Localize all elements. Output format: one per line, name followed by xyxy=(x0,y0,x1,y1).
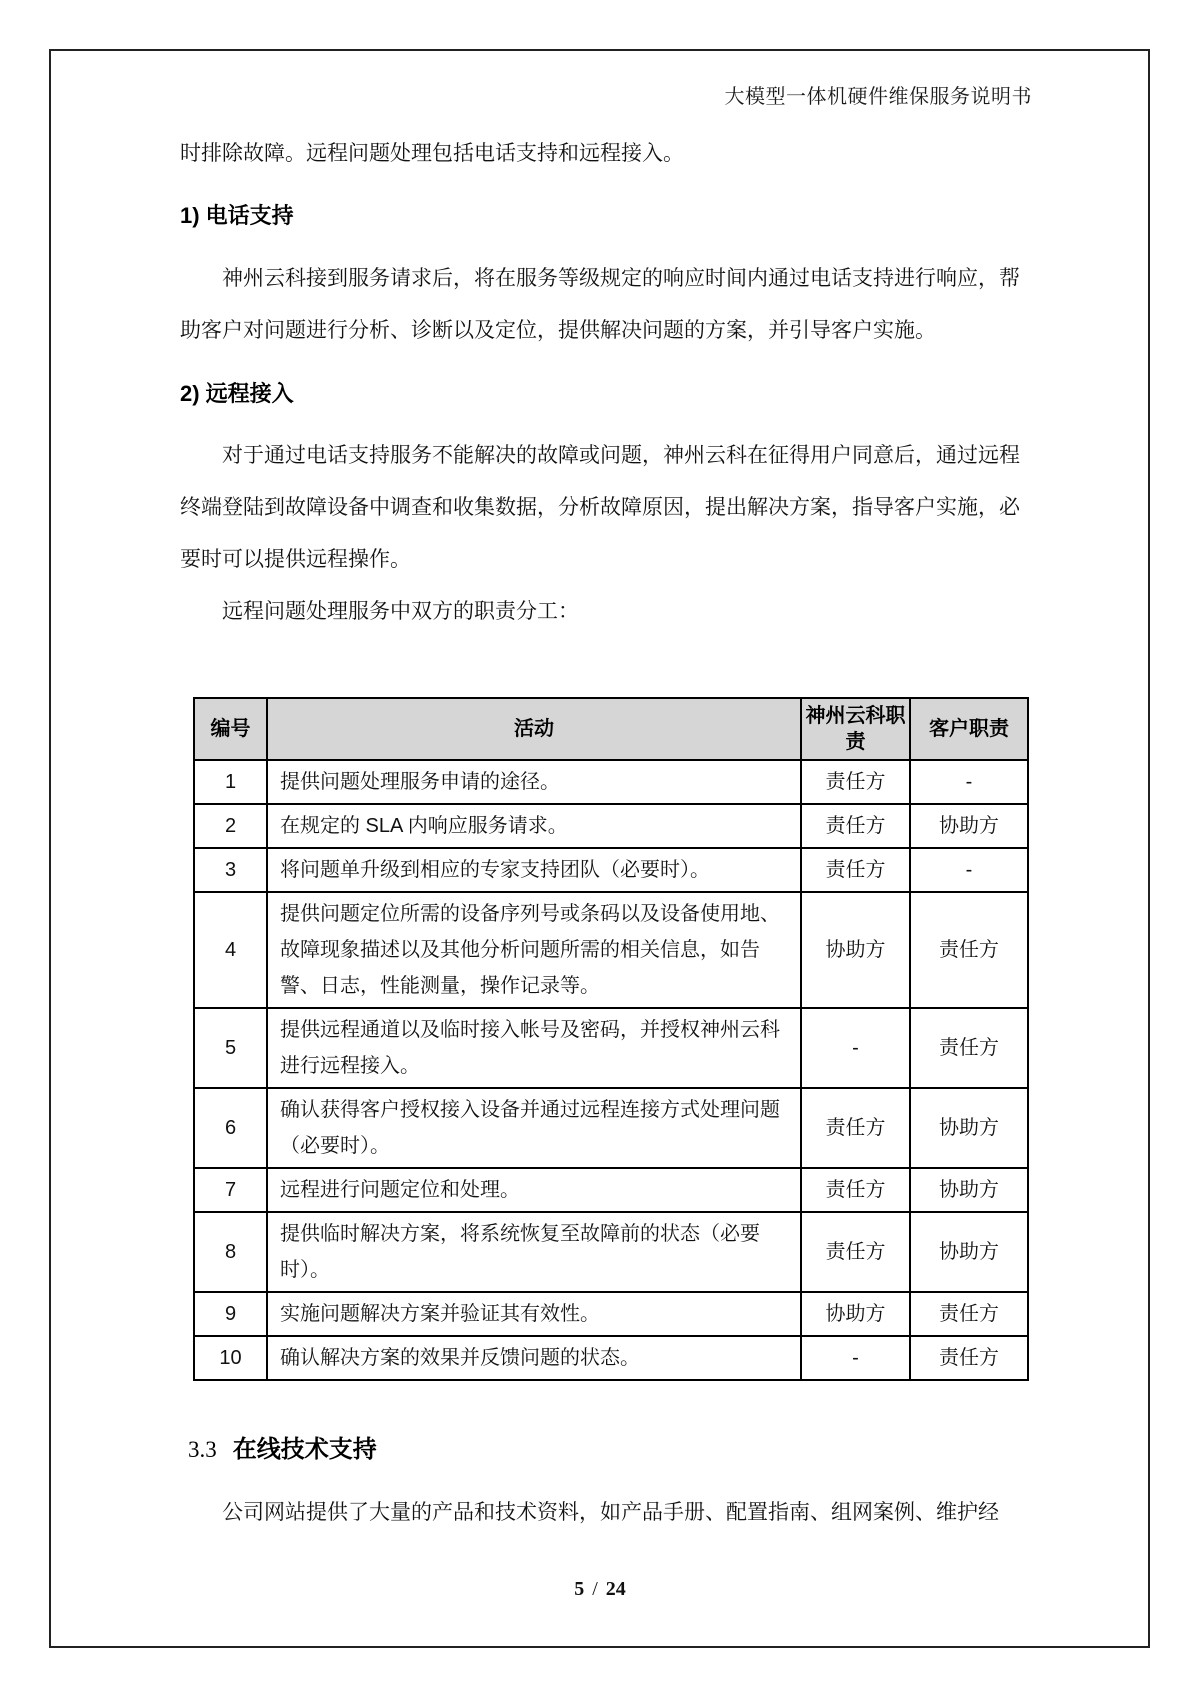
customer-responsibility-cell: 协助方 xyxy=(910,1088,1028,1168)
section-title: 在线技术支持 xyxy=(232,1436,377,1463)
table-lead-paragraph: 远程问题处理服务中双方的职责分工： xyxy=(222,600,579,623)
heading-phone-support: 1) 电话支持 xyxy=(180,203,294,228)
row-id-cell: 9 xyxy=(194,1292,267,1336)
remote-access-paragraph: 对于通过电话支持服务不能解决的故障或问题，神州云科在征得用户同意后，通过远程终端登陆到故障设备中调查和收集数据，分析故障原因，提出解决方案，指导客户实施，必要时可以提供远程操作。 xyxy=(180,444,1020,571)
customer-responsibility-cell: 责任方 xyxy=(910,1292,1028,1336)
activity-cell: 在规定的 SLA 内响应服务请求。 xyxy=(267,804,801,848)
vendor-responsibility-cell: 责任方 xyxy=(801,1168,910,1212)
row-id-cell: 1 xyxy=(194,760,267,804)
table-row xyxy=(194,892,1028,1008)
activity-cell: 提供问题处理服务申请的途径。 xyxy=(267,760,801,804)
customer-responsibility-cell: - xyxy=(910,760,1028,804)
vendor-responsibility-cell: 协助方 xyxy=(801,892,910,1008)
activity-cell: 提供远程通道以及临时接入帐号及密码，并授权神州云科进行远程接入。 xyxy=(267,1008,801,1088)
vendor-responsibility-cell: 责任方 xyxy=(801,848,910,892)
page-number-current: 5 xyxy=(574,1578,585,1600)
customer-responsibility-cell: 责任方 xyxy=(910,1336,1028,1380)
table-row xyxy=(194,848,1028,892)
vendor-responsibility-cell: 责任方 xyxy=(801,1088,910,1168)
customer-responsibility-cell: 协助方 xyxy=(910,1168,1028,1212)
page-footer xyxy=(0,1578,1200,1601)
responsibility-table-header xyxy=(194,698,1028,760)
table-row xyxy=(194,1336,1028,1380)
customer-responsibility-cell: 协助方 xyxy=(910,804,1028,848)
table-row xyxy=(194,1212,1028,1292)
vendor-responsibility-cell: - xyxy=(801,1336,910,1380)
table-row xyxy=(194,760,1028,804)
page-number-separator: / xyxy=(592,1578,598,1600)
header-activity: 活动 xyxy=(267,698,801,760)
page-number-total: 24 xyxy=(605,1578,626,1600)
responsibility-table xyxy=(193,697,1029,1381)
header-customer-responsibility: 客户职责 xyxy=(910,698,1028,760)
page-content xyxy=(180,128,1030,1539)
customer-responsibility-cell: - xyxy=(910,848,1028,892)
table-row xyxy=(194,1168,1028,1212)
row-id-cell: 3 xyxy=(194,848,267,892)
row-id-cell: 4 xyxy=(194,892,267,1008)
customer-responsibility-cell: 责任方 xyxy=(910,1008,1028,1088)
row-id-cell: 8 xyxy=(194,1212,267,1292)
vendor-responsibility-cell: 责任方 xyxy=(801,804,910,848)
vendor-responsibility-cell: 责任方 xyxy=(801,1212,910,1292)
header-id: 编号 xyxy=(194,698,267,760)
table-row xyxy=(194,1292,1028,1336)
online-support-paragraph: 公司网站提供了大量的产品和技术资料，如产品手册、配置指南、组网案例、维护经 xyxy=(222,1501,999,1524)
continuation-paragraph: 时排除故障。远程问题处理包括电话支持和远程接入。 xyxy=(180,142,684,165)
activity-cell: 实施问题解决方案并验证其有效性。 xyxy=(267,1292,801,1336)
table-row xyxy=(194,804,1028,848)
vendor-responsibility-cell: 协助方 xyxy=(801,1292,910,1336)
row-id-cell: 7 xyxy=(194,1168,267,1212)
row-id-cell: 10 xyxy=(194,1336,267,1380)
section-number: 3.3 xyxy=(188,1437,217,1462)
vendor-responsibility-cell: - xyxy=(801,1008,910,1088)
customer-responsibility-cell: 责任方 xyxy=(910,892,1028,1008)
activity-cell: 提供问题定位所需的设备序列号或条码以及设备使用地、故障现象描述以及其他分析问题所需的相关信息，如告警、日志，性能测量，操作记录等。 xyxy=(267,892,801,1008)
activity-cell: 将问题单升级到相应的专家支持团队（必要时）。 xyxy=(267,848,801,892)
row-id-cell: 2 xyxy=(194,804,267,848)
activity-cell: 提供临时解决方案，将系统恢复至故障前的状态（必要时）。 xyxy=(267,1212,801,1292)
table-row xyxy=(194,1008,1028,1088)
activity-cell: 确认获得客户授权接入设备并通过远程连接方式处理问题（必要时）。 xyxy=(267,1088,801,1168)
heading-remote-access: 2) 远程接入 xyxy=(180,381,294,406)
phone-support-paragraph: 神州云科接到服务请求后，将在服务等级规定的响应时间内通过电话支持进行响应，帮助客户对问题进行分析、诊断以及定位，提供解决问题的方案，并引导客户实施。 xyxy=(180,267,1020,342)
header-vendor-responsibility: 神州云科职责 xyxy=(801,698,910,760)
customer-responsibility-cell: 协助方 xyxy=(910,1212,1028,1292)
heading-online-support xyxy=(188,1434,1030,1466)
page-header-title: 大模型一体机硬件维保服务说明书 xyxy=(724,86,1032,108)
table-header-row xyxy=(194,698,1028,760)
responsibility-table-body xyxy=(194,760,1028,1380)
activity-cell: 确认解决方案的效果并反馈问题的状态。 xyxy=(267,1336,801,1380)
activity-cell: 远程进行问题定位和处理。 xyxy=(267,1168,801,1212)
vendor-responsibility-cell: 责任方 xyxy=(801,760,910,804)
row-id-cell: 5 xyxy=(194,1008,267,1088)
row-id-cell: 6 xyxy=(194,1088,267,1168)
table-row xyxy=(194,1088,1028,1168)
